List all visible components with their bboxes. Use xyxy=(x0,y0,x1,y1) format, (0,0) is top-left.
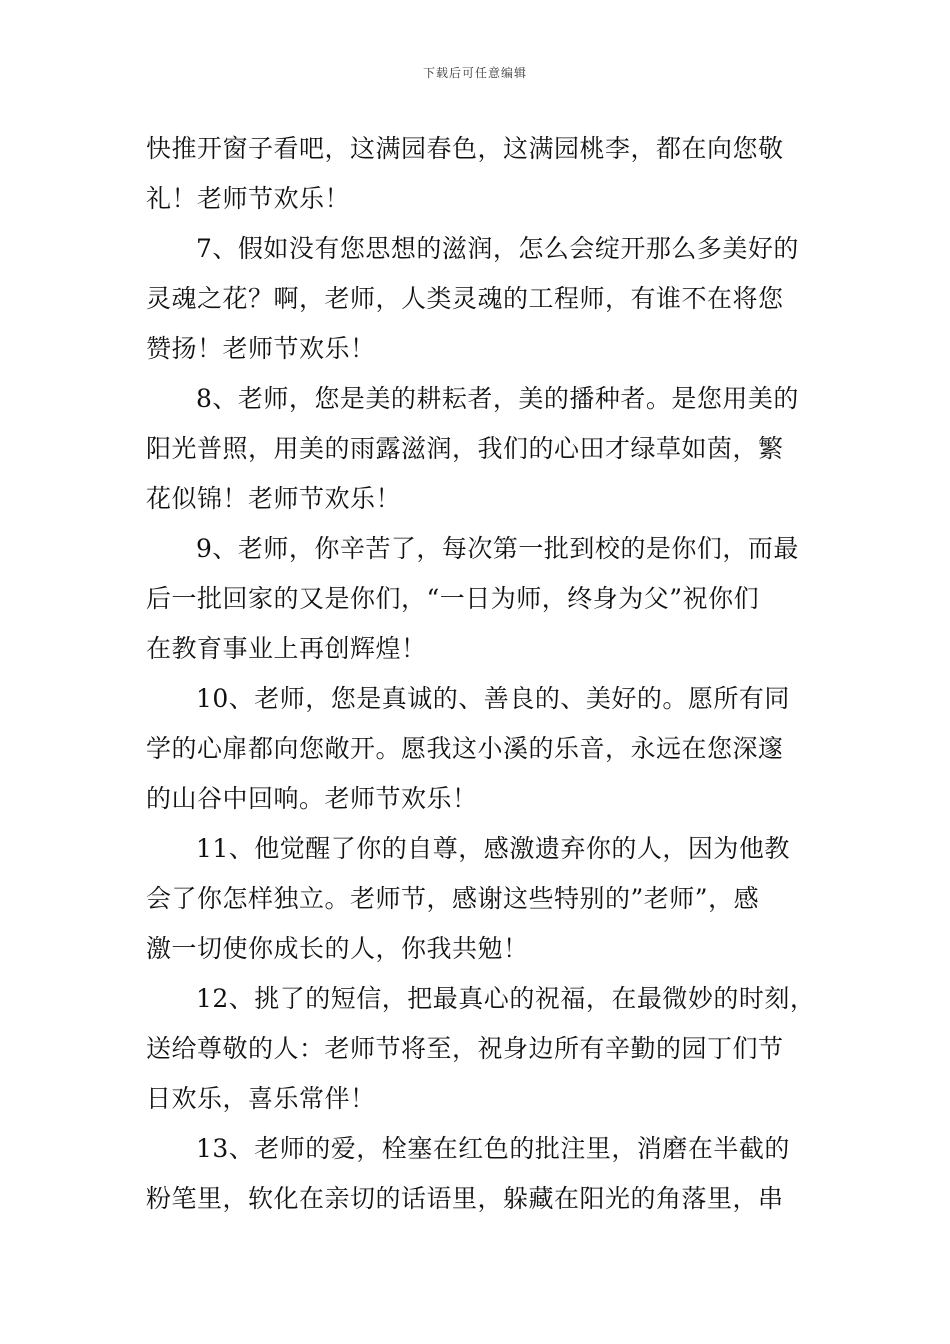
text-line: 12、挑了的短信，把最真心的祝福，在最微妙的时刻， xyxy=(196,984,816,1013)
paragraph xyxy=(146,524,816,674)
text-line: 阳光普照，用美的雨露滋润，我们的心田才绿草如茵，繁 xyxy=(146,434,784,463)
text-line: 礼！老师节欢乐！ xyxy=(146,184,351,213)
text-line: 7、假如没有您思想的滋润，怎么会绽开那么多美好的 xyxy=(196,234,799,263)
text-line: 13、老师的爱，栓塞在红色的批注里，消磨在半截的 xyxy=(196,1134,790,1163)
text-line: 在教育事业上再创辉煌！ xyxy=(146,634,427,663)
paragraph xyxy=(146,824,816,974)
text-line: 日欢乐，喜乐常伴！ xyxy=(146,1084,376,1113)
text-line: 花似锦！老师节欢乐！ xyxy=(146,484,402,513)
text-line: 10、老师，您是真诚的、善良的、美好的。愿所有同 xyxy=(196,684,790,713)
paragraph xyxy=(146,1124,816,1224)
text-line: 学的心扉都向您敞开。愿我这小溪的乐音，永远在您深邃 xyxy=(146,734,784,763)
paragraph xyxy=(146,124,816,224)
page-header: 下载后可任意编辑 xyxy=(422,66,527,80)
text-line: 9、老师，你辛苦了，每次第一批到校的是你们，而最 xyxy=(196,534,799,563)
text-line: 灵魂之花？啊，老师，人类灵魂的工程师，有谁不在将您 xyxy=(146,284,784,313)
text-line: 送给尊敬的人：老师节将至，祝身边所有辛勤的园丁们节 xyxy=(146,1034,784,1063)
text-line: 的山谷中回响。老师节欢乐！ xyxy=(146,784,478,813)
text-line: 8、老师，您是美的耕耘者，美的播种者。是您用美的 xyxy=(196,384,799,413)
paragraph xyxy=(146,674,816,824)
text-line: 会了你怎样独立。老师节，感谢这些特别的”老师”，感 xyxy=(146,884,760,913)
paragraph xyxy=(146,374,816,524)
text-line: 激一切使你成长的人，你我共勉！ xyxy=(146,934,529,963)
text-line: 快推开窗子看吧，这满园春色，这满园桃李，都在向您敬 xyxy=(146,134,784,163)
paragraph xyxy=(146,224,816,374)
text-line: 后一批回家的又是你们，“一日为师，终身为父”祝你们 xyxy=(146,584,760,613)
text-line: 赞扬！老师节欢乐！ xyxy=(146,334,376,363)
text-line: 11、他觉醒了你的自尊，感激遗弃你的人，因为他教 xyxy=(196,834,790,863)
text-line: 粉笔里，软化在亲切的话语里，躲藏在阳光的角落里，串 xyxy=(146,1184,784,1213)
paragraph xyxy=(146,974,816,1124)
document-body xyxy=(146,124,816,1224)
